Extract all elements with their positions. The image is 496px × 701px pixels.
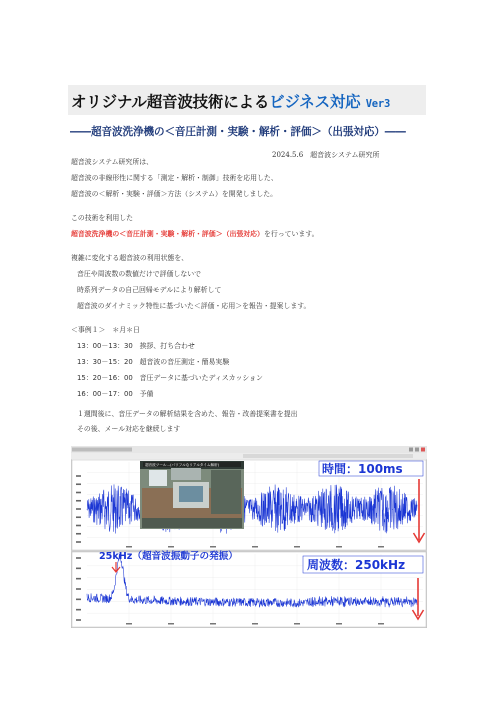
x-tick-mark — [294, 546, 300, 548]
y-tick-mark — [76, 492, 81, 494]
title-part1: オリジナル超音波技術による — [71, 93, 270, 111]
followup-line-1: １週間後に、音圧データの解析結果を含めた、報告・改善提案書を提出 — [77, 410, 298, 418]
schedule-item-2: 13：30－15：20 超音波の音圧測定・簡易実験 — [77, 358, 230, 366]
approach-line-4: 超音波のダイナミック特性に基づいた＜評価・応用＞を報告・提案します。 — [77, 302, 311, 310]
monitor-shape — [149, 470, 167, 486]
title-version: Ver3 — [365, 98, 391, 110]
time-label: 時間：100ms — [322, 462, 403, 476]
toolbar-icons — [243, 454, 413, 458]
x-tick-mark — [378, 623, 384, 625]
title-part2: ビジネス対応 — [269, 93, 361, 111]
approach-line-3: 時系列データの自己回帰モデルにより解析して — [77, 286, 222, 294]
schedule-item-3: 15：20－16：00 音圧データに基づいたディスカッション — [77, 374, 263, 382]
y-tick-mark — [76, 609, 81, 611]
date-line — [272, 150, 379, 160]
page-title — [71, 90, 390, 112]
x-tick-mark — [168, 623, 174, 625]
x-tick-mark — [252, 546, 258, 548]
photo-caption: 超音波ツール…(パワフルなリアルタイム解析) — [145, 463, 220, 467]
analysis-figure — [71, 446, 427, 628]
intro-line-3: 超音波の＜解析・実験・評価＞方法（システム）を開発しました。 — [71, 190, 278, 198]
minimize-icon — [409, 448, 413, 452]
approach-line-1: 複雑に変化する超音波の利用状態を、 — [71, 254, 189, 262]
y-tick-mark — [76, 541, 81, 543]
y-tick-mark — [76, 568, 81, 570]
x-tick-mark — [336, 546, 342, 548]
schedule-item-1: 13：00－13：30 挨拶、打ち合わせ — [77, 342, 195, 350]
x-tick-mark — [210, 623, 216, 625]
tech-highlight-a: 超音波洗浄機の＜音圧計測・実験・解析・評価＞ — [71, 230, 223, 238]
tech-line-1: この技術を利用した — [71, 214, 134, 222]
maximize-icon — [415, 448, 419, 452]
y-tick-mark — [76, 475, 81, 477]
y-tick-mark — [76, 533, 81, 535]
y-tick-mark — [76, 578, 81, 580]
equipment-photo — [140, 461, 244, 529]
x-tick-mark — [126, 546, 132, 548]
example-header: ＜事例１＞ ＊月＊日 — [71, 326, 140, 334]
tech-highlight-b: （出張対応） — [222, 230, 264, 238]
y-tick-mark — [76, 516, 81, 518]
window-title-text — [72, 448, 132, 452]
date-org: 超音波システム研究所 — [310, 151, 380, 159]
schedule-item-4: 16：00－17：00 予備 — [77, 390, 154, 398]
y-tick-mark — [76, 588, 81, 590]
tech-tail: を行っています。 — [263, 230, 319, 238]
x-tick-mark — [126, 623, 132, 625]
followup-line-2: その後、メール対応を継続します — [77, 425, 181, 433]
x-tick-mark — [210, 546, 216, 548]
y-tick-mark — [76, 619, 81, 621]
approach-line-2: 音圧や周波数の数値だけで評価しないで — [77, 270, 202, 278]
y-tick-mark — [76, 599, 81, 601]
intro-line-1: 超音波システム研究所は、 — [71, 158, 153, 166]
x-tick-mark — [336, 623, 342, 625]
peak-label: 25kHz（超音波振動子の発振） — [99, 551, 238, 562]
x-tick-mark — [378, 546, 384, 548]
y-tick-mark — [76, 500, 81, 502]
tech-line-2 — [71, 230, 319, 239]
y-tick-mark — [76, 483, 81, 485]
close-icon — [421, 448, 425, 452]
y-tick-mark — [76, 525, 81, 527]
subtitle: ――超音波洗浄機の＜音圧計測・実験・解析・評価＞（出張対応）―― — [70, 126, 406, 138]
freq-label: 周波数：250kHz — [307, 558, 406, 572]
y-tick-mark — [76, 557, 81, 559]
x-tick-mark — [252, 623, 258, 625]
y-tick-mark — [76, 508, 81, 510]
intro-line-2: 超音波の非線形性に関する「測定・解析・制御」技術を応用した、 — [71, 174, 278, 182]
date-year: 2024.5.6 — [272, 151, 304, 159]
x-tick-mark — [294, 623, 300, 625]
x-tick-mark — [168, 546, 174, 548]
